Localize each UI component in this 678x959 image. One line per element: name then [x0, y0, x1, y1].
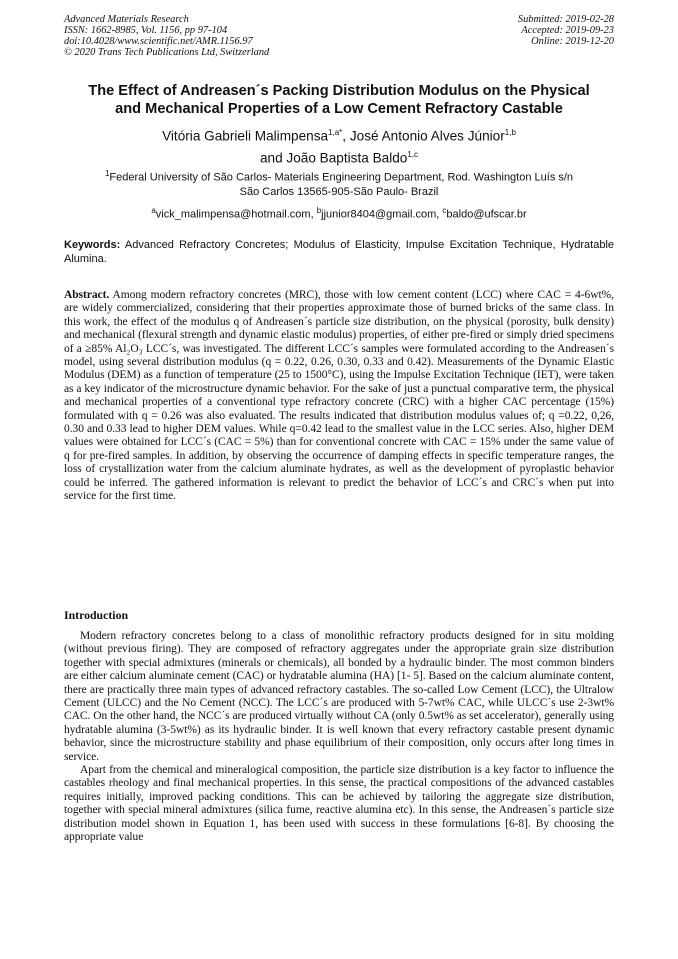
- author-emails: [50, 204, 628, 222]
- online-date: Online: 2019-12-20: [531, 36, 614, 47]
- keywords-text: Advanced Refractory Concretes; Modulus of Elasticity, Impulse Excitation Technique, Hydratable Alumina.: [64, 239, 615, 266]
- email-a[interactable]: vick_malimpensa@hotmail.com,: [155, 208, 314, 221]
- author-list: Vitória Gabrieli Malimpensa$^{1,a*}$, José Antonio Alves Júnior$^{1,b}$ and João Baptista Baldo$^{1,c}$: [162, 128, 516, 166]
- title-line-1: The Effect of Andreasen´s Packing Distribution Modulus on the Physical: [88, 83, 590, 99]
- author-2: José Antonio Alves Júnior: [349, 128, 505, 144]
- author-1: Vitória Gabrieli Malimpensa: [162, 128, 329, 144]
- abstract-text: Among modern refractory concretes (MRC), those with low cement content (LCC) where CAC = 4-6wt%, are widely commercialized, considering that their properties approximate those of burned bricks of the same class. In this work, the effect of the modulus q of Andreasen´s particle size distribution, on the physical (porosity, bulk density) and mechanical (flexural strength and dynamic elastic modulus) properties, of either pre-fired or simply dried specimens of a ≥85% Al₂O₃ LCC´s, was investigated. The different LCC´s samples were formulated according to the Andreasen´s model, using several distribution modulus (q = 0.22, 0.26, 0.30, 0.33 and 0.42). Measurements of the Dynamic Elastic Modulus (DEM) as a function of temperature (25 to 1500°C), using the Impulse Excitation Technique (IET), were taken as a key indicator of the microstructure dynamic behavior. For the sake of just a punctual comparative term, the physical and mechanical properties of a conventional type refractory concrete (CRC) with a higher CAC percentage (15%) formulated with q = 0.26 was also evaluated. The results indicated that distribution modulus values of; q =0.22, 0,26, 0.30 and 0.33 lead to higher DEM values. While q=0.42 lead to the smallest value in the LCC series. Also, higher DEM values were obtained for LCC´s (CAC = 5%) than for conventional concrete with CAC = 15% under the same value of q for pre-fired samples. In addition, by observing the occurrence of damping effects in specific temperature ranges, the loss of crystallization water from the calcium aluminate hydrates, as well as the development of pyroplastic behavior could be inferred. The gathered information is relevant to predict the behavior of LCC´s and CRC´s when put into service for the first time.: [64, 289, 614, 503]
- submission-dates: [518, 14, 614, 47]
- email-a-sup: a: [151, 206, 156, 215]
- keywords-label: Keywords:: [64, 239, 121, 251]
- abstract-label: Abstract.: [64, 289, 110, 301]
- accepted-date: Accepted: 2019-09-23: [521, 25, 614, 36]
- affiliation-sup: 1: [104, 169, 110, 178]
- email-c[interactable]: baldo@ufscar.br: [446, 208, 527, 221]
- email-b[interactable]: jjunior8404@gmail.com,: [321, 208, 440, 221]
- journal-name: Advanced Materials Research: [64, 14, 189, 25]
- abstract-block: [64, 289, 614, 504]
- email-b-sup: b: [316, 206, 322, 215]
- issn-line: ISSN: 1662-8985, Vol. 1156, pp 97-104: [64, 25, 228, 36]
- intro-paragraph-2: Apart from the chemical and mineralogical composition, the particle size distribution is a key factor to influence the castables rheology and final mechanical properties. In this sense, the practical compositions of the advanced castables requires initially, improved packing conditions. This can be achieved by tailoring the aggregate size distribution, together with special mineral admixtures (silica fume, reactive alumina etc). In this sense, the Andreasen´s particle size distribution model shown in Equation 1, has been used with success in these formulations [6-8]. By choosing the appropriate value: [64, 764, 614, 844]
- affiliation-line-1: Federal University of São Carlos- Materials Engineering Department, Rod. Washington Luís s/n: [109, 171, 574, 184]
- author-1-sup: 1,a*: [328, 128, 343, 137]
- doi-line: doi:10.4028/www.scientific.net/AMR.1156.97: [64, 36, 253, 47]
- paper-title: [50, 82, 628, 118]
- copyright-line: © 2020 Trans Tech Publications Ltd, Switzerland: [64, 47, 270, 58]
- keywords-block: [64, 238, 614, 267]
- introduction-body: [64, 630, 614, 845]
- journal-info: [64, 14, 269, 58]
- affiliation: [50, 167, 628, 200]
- introduction-heading: Introduction: [64, 608, 129, 622]
- title-line-2: and Mechanical Properties of a Low Cement Refractory Castable: [115, 101, 563, 117]
- intro-paragraph-1: Modern refractory concretes belong to a class of monolithic refractory products designed for in situ molding (without previous firing). They are composed of refractory aggregates under the appropriate grain size distribution together with special admixtures (minerals or chemicals), all bonded by a hydraulic binder. The most common binders are either calcium aluminate cement (CAC) or hydratable alumina (HA) [1- 5]. Based on the calcium aluminate content, there are practically three main types of advanced refractory castables. The so-called Low Cement (LCC), the Ultralow Cement (ULCC) and the No Cement (NCC). The LCC´s are produced with 5-7wt% CAC, while ULCC´s use 2-3wt% CAC. On the other hand, the NCC´s are produced virtually without CA (only 0.5wt% as set accelerator), generally using hydratable alumina (3-5wt%) as its hydraulic binder. It is well known that every refractory castable present dynamic behavior, since the microstructure stability and phase equilibrium of their composition, only occurs after long times in service.: [64, 630, 614, 763]
- author-3-sup: 1,c: [407, 149, 419, 159]
- author-3: and João Baptista Baldo: [259, 150, 408, 166]
- affiliation-line-2: São Carlos 13565-905-São Paulo- Brazil: [239, 186, 439, 199]
- email-c-sup: c: [442, 206, 447, 215]
- author-2-sup: 1,b: [504, 128, 516, 137]
- submitted-date: Submitted: 2019-02-28: [517, 14, 614, 25]
